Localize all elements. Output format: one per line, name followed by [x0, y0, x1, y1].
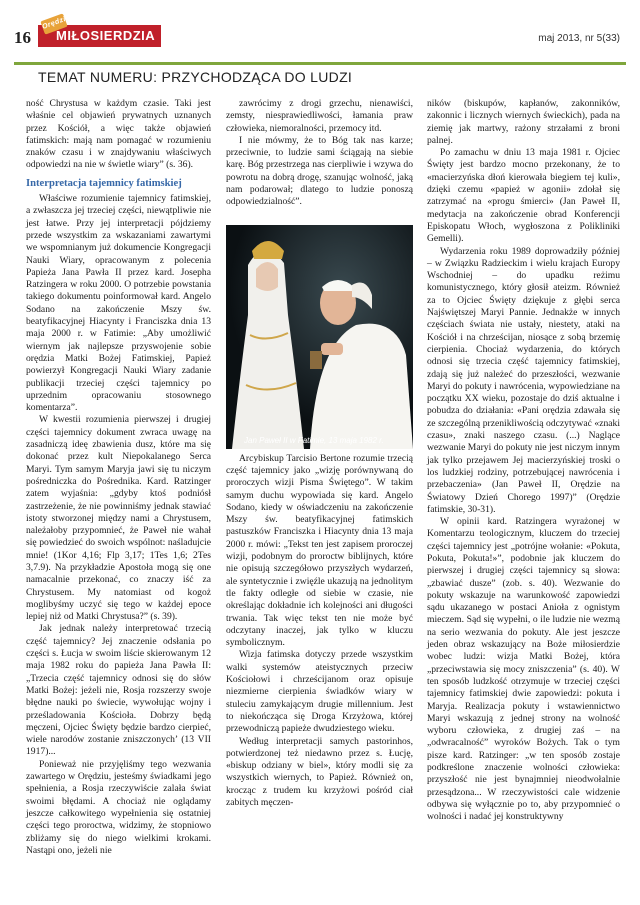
- paragraph: Ponieważ nie przyjęliśmy tego wezwania zawartego w Orędziu, jesteśmy świadkami jego spełnienia, a Rosja rzeczywiście zalała świat swoimi błędami. A chociaż nie oglądamy jeszcze całkowitego wypełnienia się ostatniej części tego proroctwa, widzimy, że stopniowo zbliżamy się do niego wielkimi krokami. Nastąpi ono, jeżeli nie: [26, 758, 211, 856]
- issue-label: maj 2013, nr 5(33): [538, 33, 620, 44]
- paragraph: W opinii kard. Ratzingera wyrażonej w Komentarzu teologicznym, kluczem do trzeciej części tajemnicy jest „potrójne wołanie: «Pokuta, Pokuta, Pokuta!»”, podobnie jak kluczem do pierwszej i drugiej części tajemnicy są słowa: „zbawiać dusze” (zob. s. 40). Wezwanie do pokuty wskazuje na warunkowość zapowiedzi sądu ukazanego w postaci Anioła z ognistym mieczem. Sąd się wypełni, o ile ludzie nie wezmą na serio wezwania do pokuty. Ale jest jeszcze jeden obraz wskazujący na Boże miłosierdzie wobec ludzi: wizja Matki Bożej, która „przeciwstawia się mocy zniszczenia” (s. 40). W ten sposób ludzkość otrzymuje w trzeciej części tajemnicy fatimskiej dwie zapowiedzi: pokuta i Maryja. Realizacja pokuty i wstawiennictwo Maryi wskazują z jednej strony na wolność wyboru człowieka, z drugiej zaś – na „odwracalność” wyroków Bożych. Tak o tym pisze kard. Ratzinger: „w ten sposób zostaje podkreślone znaczenie wolności człowieka: przyszłość nie jest bynajmniej nieodwołalnie przesądzona... W rzeczywistości cale widzenie odbywa się wyłącznie po to, aby przypomnieć o wolności i nadać jej konstruktywny: [427, 516, 620, 823]
- theme-bar: [14, 62, 626, 89]
- paragraph: Właściwe rozumienie tajemnicy fatimskiej, a zwłaszcza jej trzeciej części, niewątpliwie nie jest łatwe. Przy jej interpretacji pójdziemy przede wszystkim za wskazaniami zawartymi we wspomnianym już dokumencie Kongregacji Nauki Wiary, opracowanym z polecenia Papieża Jana Pawła II przez kard. Josepha Ratzingera w roku 2000. O potrzebie powstania takiego dokumentu poinformował kard. Angelo Sodano na zakończenie Mszy św. beatyfikacyjnej Hiacynty i Franciszka dnia 13 maja 2000 r. w Fatimie: „Aby umożliwić wiernym jak najlepsze przyswojenie sobie orędzia Matki Bożej Fatimskiej, Papież powierzył Kongregacji Nauki Wiary zadanie publikacji trzeciej części tajemnicy po uprzednim opracowaniu stosownego komentarza”.: [26, 193, 211, 414]
- paragraph: zawrócimy z drogi grzechu, nienawiści, zemsty, niesprawiedliwości, łamania praw człowieka, niemoralności, przemocy itd.: [226, 98, 413, 134]
- paragraph: Według interpretacji samych pastorinhos, potwierdzonej też niedawno przez s. Łucję, «biskup odziany w biel», który modli się za wszystkich wiernych, to Papież. Również on, krocząc z trudem ku krzyżowi pośród ciał zabitych męczen-: [226, 735, 413, 808]
- paragraph: I nie mówmy, że to Bóg tak nas karze; przeciwnie, to ludzie sami ściągają na siebie karę. Bóg przestrzega nas cierpliwie i wzywa do powrotu na dobrą drogę, szanując wolność, jaką nam podarował; dlatego to ludzie ponoszą odpowiedzialność”.: [226, 134, 413, 208]
- column-3: [427, 98, 620, 824]
- magazine-logo[interactable]: [38, 14, 161, 47]
- photo-illustration: [226, 225, 413, 449]
- paragraph: Wydarzenia roku 1989 doprowadziły później – w Związku Radzieckim i wielu krajach Europy Wschodniej – do upadku reżimu komunistycznego, który głosił ateizm. Również za to Ojciec Święty dziękuje z głębi serca Najświętszej Maryi Pannie. Jednakże w innych częściach świata nie ustały, niestety, ataki na Kościół i na chrześcijan, niosące z sobą brzemię cierpienia. Chociaż wydarzenia, do których odnosi się trzecia część tajemnicy fatimskiej, zdają się już należeć do przeszłości, wezwanie Maryi do pokuty i nawrócenia, wypowiedziane na początku XX wieku, pozostaje do dziś aktualne i pobudza do działania: «Pani orędzia zdawała się ze szczególną przenikliwością odczytywać «znaki czasu», znaki naszego czasu. (...) Naglące wezwanie Maryi do pokuty nie jest niczym innym jak tylko przejawem Jej macierzyńskiej troski o los ludzkiej rodziny, potrzebującej nawrócenia i przebaczenia» (Jan Paweł II, Orędzie na Światowy Dzień Chorego 1997)” (Orędzie fatimskie, 30-31).: [427, 245, 620, 515]
- column-1: [26, 98, 211, 857]
- paragraph: ników (biskupów, kapłanów, zakonników, zakonnic i licznych wiernych świeckich), pada na ziemię jak martwy, rażony strzałami z broni palnej.: [427, 98, 620, 146]
- paragraph: Wizja fatimska dotyczy przede wszystkim walki systemów ateistycznych przeciw Kościołowi i chrześcijanom oraz opisuje niezmierne cierpienia świadków wiary w stuleciu zamykającym drugie millennium. Jest to niekończąca się Droga Krzyżowa, której przewodniczą papieże dwudziestego wieku.: [226, 649, 413, 735]
- paragraph: Po zamachu w dniu 13 maja 1981 r. Ojciec Święty jest bardzo mocno przekonany, że to «macierzyńska dłoń kierowała biegiem tej kuli», dzięki czemu «papież w agonii» zdołał się zatrzymać na «progu śmierci» (Jan Paweł II, medytacja na zakończenie obrad Konferencji Episkopatu Włoch, wygłoszona z Polikliniki Gemelli).: [427, 147, 620, 245]
- photo-pope-fatima: [226, 225, 413, 449]
- paragraph: ność Chrystusa w każdym czasie. Taki jest właśnie cel objawień prywatnych uznanych przez Kościół, a więc także objawień fatimskich: mają nam pomagać w rozumieniu znaków czasu i w znajdywaniu właściwych odpowiedzi na nie w świetle wiary” (s. 36).: [26, 98, 211, 171]
- page-header: [0, 0, 640, 58]
- paragraph: W kwestii rozumienia pierwszej i drugiej części tajemnicy dokument zwraca uwagę na zasadniczą ideę zbawienia dusz, które ma się dokonać przez kult Niepokalanego Serca Maryi. Tym samym Maryja jawi się tu niczym pośredniczka do Pośrednika. Kard. Ratzinger zatem wyjaśnia: „gdyby ktoś podniósł zastrzeżenie, że nie powinniśmy jednak stawiać istoty stworzonej między nami a Chrystusem, należałoby przypomnieć, że Paweł nie wahał się powiedzieć do swoich wspólnot: naśladujcie mnie! (1Kor 4,16; Flp 3,17; 1Tes 1,6; 2Tes 3,7.9). Na przykładzie Apostoła mogą się one namacalnie przekonać, co znaczy iść za Chrystusem. My natomiast od kogoż moglibyśmy uczyć się tego w każdej epoce lepiej niż od Matki Chrystusa?” (s. 39).: [26, 414, 211, 623]
- logo-badge: Orędzie: [40, 13, 67, 34]
- theme-title: TEMAT NUMERU: PRZYCHODZĄCA DO LUDZI: [38, 69, 353, 85]
- paragraph: Arcybiskup Tarcisio Bertone rozumie trzecią część tajemnicy jako „wizję porównywaną do proroczych wizji Pisma Świętego”. W takim samym duchu wypowiada się kard. Angelo Sodano, kiedy w oświadczeniu na zakończenie Mszy św. beatyfikacyjnej fatimskich pastuszków Franciszka i Hiacynty dnia 13 maja 2000 r. mówi: „Tekst ten jest zapisem proroczej wizji, podobnym do proroctw biblijnych, które nie opisują szczegółowo przyszłych wydarzeń, ale syntetycznie i zwięźle ukazują na jednolitym tle fakty odległe od siebie w czasie, nie określając dokładnie ich kolejności ani długości trwania. Tak więc tekst ten nie może być odczytany inaczej, jak tylko w kluczu symbolicznym.: [226, 452, 413, 649]
- paragraph: Jak jednak należy interpretować trzecią część tajemnicy? Jej znaczenie odsłania po części s. Łucja w swoim liście skierowanym 12 maja 1982 roku do papieża Jana Pawła II: „Trzecia część tajemnicy odnosi się do słów Matki Bożej: jeżeli nie, Rosja rozszerzy swoje błędne nauki po świecie, wywołując wojny i prześladowania Kościoła. Dobrzy będą męczeni, Ojciec Święty będzie bardzo cierpieć, wiele narodów zostanie zniszczonych’ (13 VII 1917)...: [26, 623, 211, 758]
- photo-caption: Jan Paweł II w Fatimie, 13 maja 1982 r.: [244, 436, 384, 445]
- section-heading: Interpretacja tajemnicy fatimskiej: [26, 177, 182, 189]
- column-2: [226, 98, 413, 809]
- logo-text: MIŁOSIERDZIA: [56, 28, 156, 43]
- page-number: 16: [14, 28, 31, 47]
